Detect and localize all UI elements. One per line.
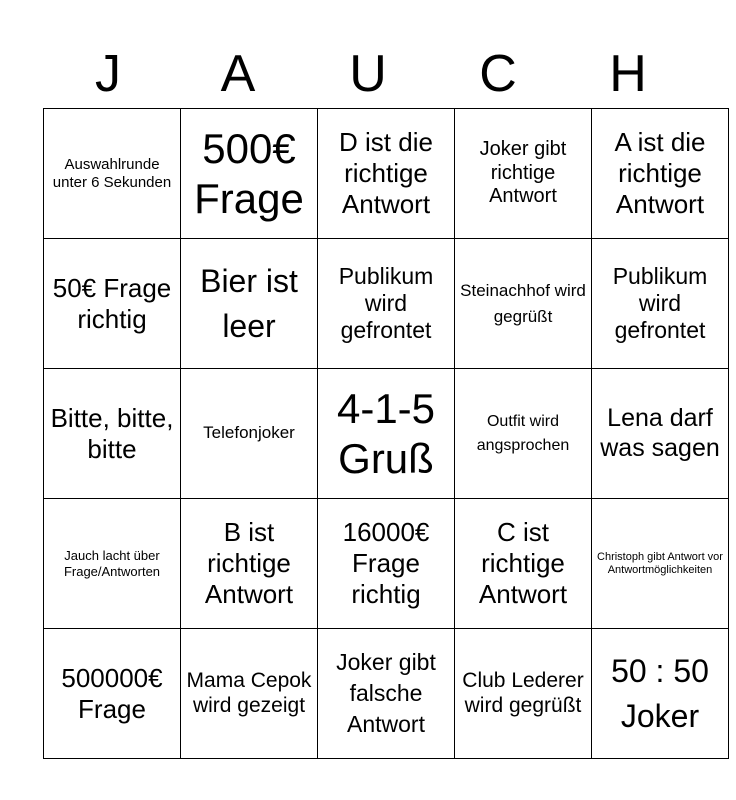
header-letter-j: J (95, 45, 121, 103)
bingo-cell[interactable]: Christoph gibt Antwort vor Antwortmöglichkeiten (592, 499, 729, 629)
bingo-cell[interactable]: Bitte, bitte, bitte (44, 369, 181, 499)
bingo-cell[interactable]: 16000€ Frage richtig (318, 499, 455, 629)
header-letter-a: A (220, 45, 256, 103)
bingo-cell[interactable]: Steinachhof wird gegrüßt (455, 239, 592, 369)
bingo-cell[interactable]: Bier ist leer (181, 239, 318, 369)
header-letter-c: C (479, 45, 517, 103)
bingo-cell[interactable]: 50€ Frage richtig (44, 239, 181, 369)
bingo-cell[interactable]: 4-1-5 Gruß (318, 369, 455, 499)
bingo-cell[interactable]: Joker gibt richtige Antwort (455, 109, 592, 239)
header-letter-h: H (609, 45, 647, 103)
bingo-cell[interactable]: 50 : 50 Joker (592, 629, 729, 759)
bingo-cell[interactable]: D ist die richtige Antwort (318, 109, 455, 239)
bingo-row (44, 629, 729, 759)
bingo-row (44, 499, 729, 629)
header-letter-u: U (349, 45, 387, 103)
bingo-cell[interactable]: Publikum wird gefrontet (592, 239, 729, 369)
bingo-grid (43, 108, 729, 759)
bingo-header (43, 40, 693, 108)
bingo-cell[interactable]: Telefonjoker (181, 369, 318, 499)
bingo-cell[interactable]: Publikum wird gefrontet (318, 239, 455, 369)
bingo-row (44, 369, 729, 499)
bingo-cell[interactable]: A ist die richtige Antwort (592, 109, 729, 239)
bingo-cell[interactable]: Joker gibt falsche Antwort (318, 629, 455, 759)
bingo-cell[interactable]: Outfit wird angsprochen (455, 369, 592, 499)
bingo-cell[interactable]: B ist richtige Antwort (181, 499, 318, 629)
bingo-cell[interactable]: Club Lederer wird gegrüßt (455, 629, 592, 759)
bingo-cell[interactable]: Lena darf was sagen (592, 369, 729, 499)
bingo-cell[interactable]: Auswahlrunde unter 6 Sekunden (44, 109, 181, 239)
bingo-cell[interactable]: Jauch lacht über Frage/Antworten (44, 499, 181, 629)
bingo-cell[interactable]: 500€ Frage (181, 109, 318, 239)
bingo-cell[interactable]: Mama Cepok wird gezeigt (181, 629, 318, 759)
bingo-row (44, 109, 729, 239)
bingo-row (44, 239, 729, 369)
bingo-cell[interactable]: C ist richtige Antwort (455, 499, 592, 629)
bingo-cell[interactable]: 500000€ Frage (44, 629, 181, 759)
